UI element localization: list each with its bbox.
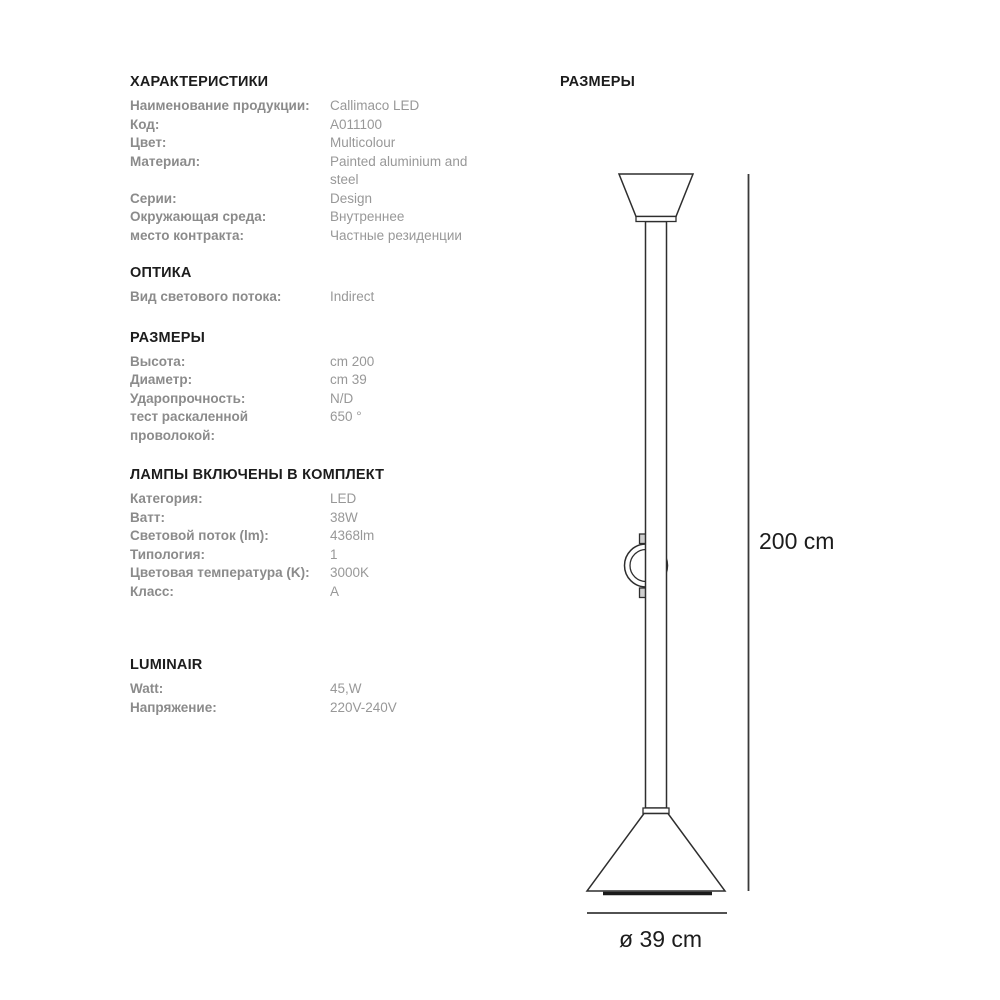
- spec-label: Материал:: [130, 153, 201, 169]
- section-luminair: [130, 656, 475, 717]
- lamp-pole: [646, 222, 667, 809]
- spec-value: 38W: [330, 509, 358, 525]
- spec-row-category: [130, 490, 475, 509]
- section-title: LUMINAIR: [130, 657, 203, 673]
- lamp-top-cone-rim: [636, 217, 676, 222]
- spec-row-luminair-watt: [130, 680, 475, 699]
- spec-label: Код:: [130, 116, 160, 132]
- spec-row-luminous-flux: [130, 527, 475, 546]
- spec-value: A011100: [330, 116, 383, 132]
- section-lamps-included: [130, 466, 475, 601]
- spec-label: тест раскаленной проволокой:: [130, 409, 249, 443]
- spec-value: 1: [330, 546, 338, 562]
- spec-row-voltage: [130, 699, 475, 718]
- spec-value: Callimaco LED: [330, 98, 420, 113]
- spec-label: Наименование продукции:: [130, 98, 310, 113]
- section-title: ЛАМПЫ ВКЛЮЧЕНЫ В КОМПЛЕКТ: [130, 467, 385, 483]
- spec-row-contract-place: [130, 227, 475, 246]
- spec-label: Высота:: [130, 353, 186, 369]
- lamp-technical-drawing: [540, 105, 880, 965]
- spec-row-color: [130, 134, 475, 153]
- specifications-panel: [130, 73, 475, 717]
- spec-value: Внутреннее: [330, 209, 405, 224]
- spec-label: Окружающая среда:: [130, 209, 267, 224]
- spec-label: место контракта:: [130, 227, 244, 243]
- spec-row-typology: [130, 546, 475, 565]
- spec-label: Вид светового потока:: [130, 289, 282, 304]
- spec-value: 3000K: [330, 565, 370, 580]
- spec-value: 45,W: [330, 681, 362, 696]
- spec-row-product-name: [130, 97, 475, 116]
- spec-row-glow-wire-test: [130, 408, 475, 445]
- lamp-base-cone: [587, 814, 725, 892]
- spec-value: 650 °: [330, 409, 362, 424]
- spec-row-code: [130, 116, 475, 135]
- spec-value: cm 200: [330, 353, 375, 369]
- spec-value: Частные резиденции: [330, 227, 462, 243]
- spec-label: Класс:: [130, 583, 174, 599]
- spec-value: cm 39: [330, 372, 367, 387]
- spec-value: Multicolour: [330, 135, 396, 150]
- diagram-title: РАЗМЕРЫ: [560, 74, 635, 90]
- spec-label: Категория:: [130, 491, 203, 506]
- diameter-dimension-label: ø 39 cm: [619, 926, 703, 952]
- spec-value: 220V-240V: [330, 699, 397, 715]
- spec-label: Типология:: [130, 546, 206, 562]
- spec-row-light-emission: [130, 288, 475, 307]
- spec-label: Световой поток (lm):: [130, 528, 269, 543]
- spec-value: LED: [330, 491, 357, 506]
- spec-value: Design: [330, 190, 373, 206]
- spec-row-class: [130, 583, 475, 602]
- spec-value: Indirect: [330, 289, 375, 304]
- spec-label: Серии:: [130, 190, 177, 206]
- spec-label: Цветовая температура (K):: [130, 565, 310, 580]
- spec-row-diameter: [130, 371, 475, 390]
- spec-value: A: [330, 583, 340, 599]
- spec-row-height: [130, 353, 475, 372]
- section-title: ОПТИКА: [130, 265, 192, 281]
- section-optics: [130, 264, 475, 307]
- spec-row-color-temperature: [130, 564, 475, 583]
- spec-row-environment: [130, 208, 475, 227]
- spec-label: Напряжение:: [130, 699, 217, 715]
- spec-label: Ударопрочность:: [130, 390, 246, 406]
- spec-label: Watt:: [130, 681, 164, 696]
- section-dimensions: [130, 329, 475, 446]
- section-characteristics: [130, 73, 475, 245]
- spec-row-material: [130, 153, 475, 190]
- lamp-base-collar: [643, 808, 669, 814]
- spec-label: Цвет:: [130, 135, 167, 150]
- spec-row-series: [130, 190, 475, 209]
- lamp-top-cone: [619, 174, 693, 217]
- spec-row-impact-resistance: [130, 390, 475, 409]
- spec-label: Ватт:: [130, 509, 165, 525]
- spec-value: Painted aluminium and steel: [330, 153, 468, 187]
- spec-label: Диаметр:: [130, 372, 193, 387]
- spec-row-watt: [130, 509, 475, 528]
- spec-value: N/D: [330, 390, 354, 406]
- section-title: ХАРАКТЕРИСТИКИ: [130, 74, 269, 90]
- spec-value: 4368lm: [330, 528, 375, 543]
- height-dimension-label: 200 cm: [759, 528, 835, 554]
- section-title: РАЗМЕРЫ: [130, 329, 205, 346]
